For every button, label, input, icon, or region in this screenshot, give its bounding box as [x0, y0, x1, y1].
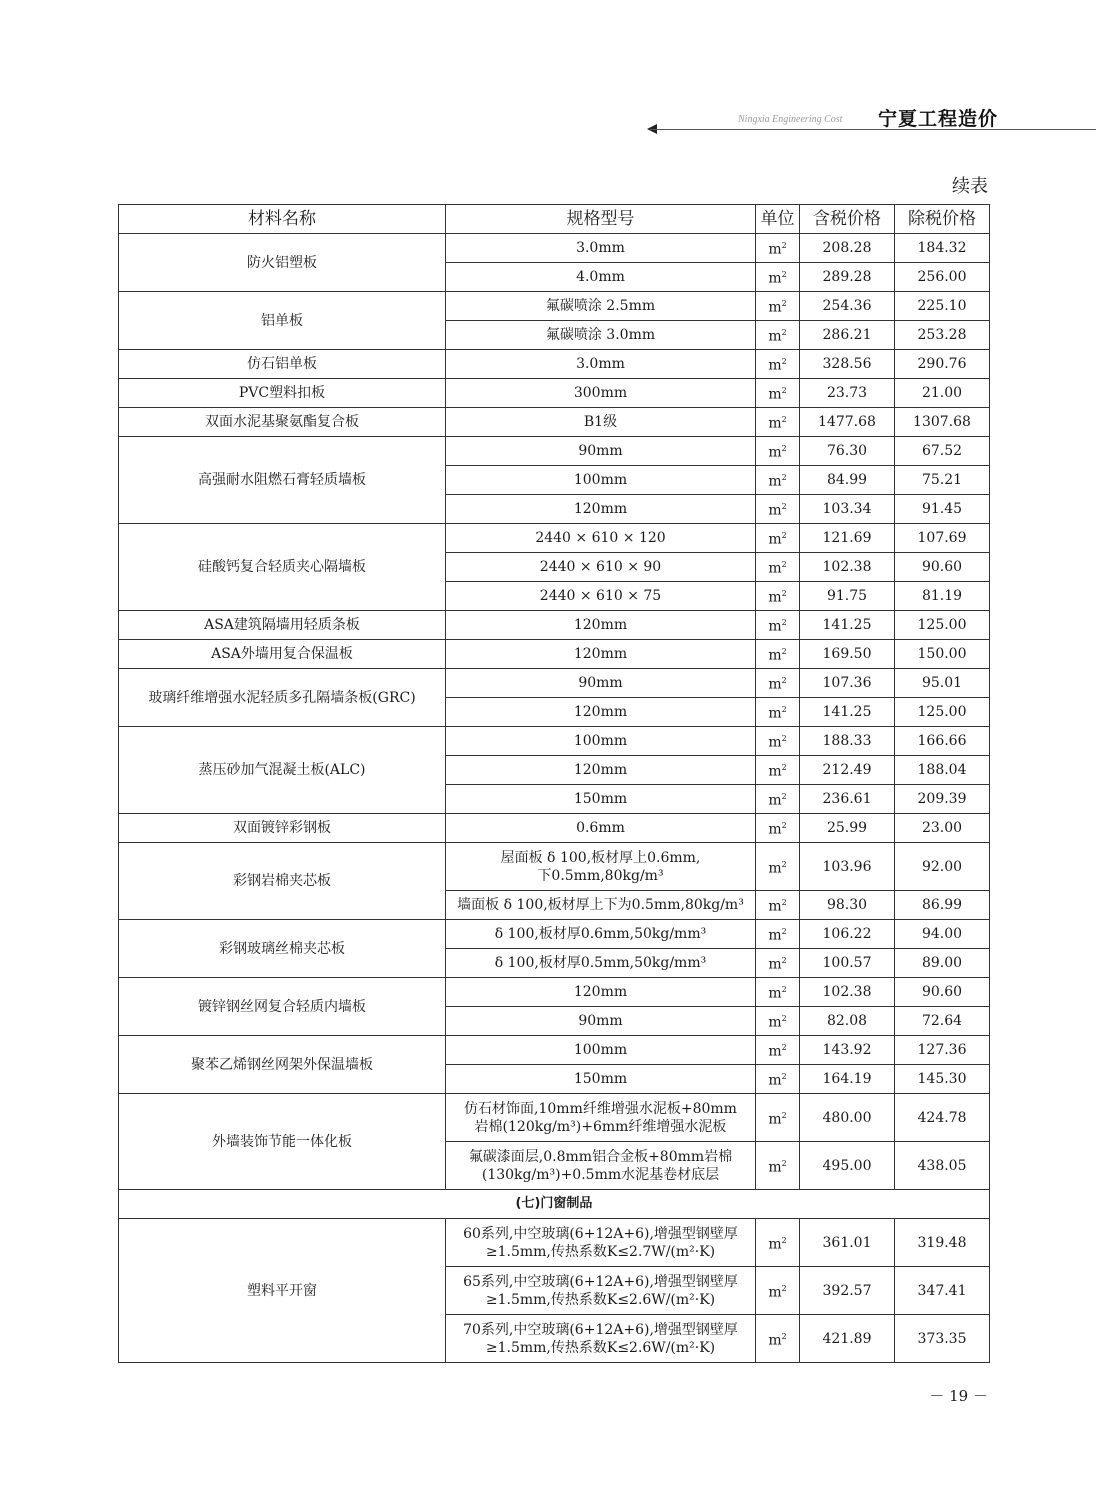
spec-line: 下0.5mm,80kg/m³	[537, 867, 664, 884]
spec-line: 100mm	[573, 1042, 628, 1058]
table-row	[119, 1094, 990, 1142]
tax-price-cell: 107.36	[800, 669, 895, 698]
unit-cell	[756, 582, 800, 611]
material-name-cell: 塑料平开窗	[119, 1219, 446, 1363]
pretax-price-cell: 91.45	[895, 495, 990, 524]
unit-base: m	[768, 860, 782, 877]
pretax-price-cell: 166.66	[895, 727, 990, 756]
unit-base: m	[768, 241, 782, 258]
unit-base: m	[768, 763, 782, 780]
pretax-price-cell: 256.00	[895, 263, 990, 292]
tax-price-cell: 121.69	[800, 524, 895, 553]
unit-exponent: 2	[781, 299, 787, 309]
unit-cell	[756, 814, 800, 843]
unit-base: m	[768, 531, 782, 548]
table-row	[119, 814, 990, 843]
unit-base: m	[768, 821, 782, 838]
spec-line: 屋面板 δ 100,板材厚上0.6mm,	[500, 849, 701, 866]
pretax-price-cell: 94.00	[895, 920, 990, 949]
unit-exponent: 2	[781, 328, 787, 338]
table-row	[119, 524, 990, 553]
spec-cell	[446, 1007, 756, 1036]
spec-line: 90mm	[578, 675, 623, 691]
pretax-price-cell: 75.21	[895, 466, 990, 495]
material-name-cell: PVC塑料扣板	[119, 379, 446, 408]
tax-price-cell: 76.30	[800, 437, 895, 466]
unit-exponent: 2	[781, 589, 787, 599]
header-english-title: Ningxia Engineering Cost	[738, 114, 843, 125]
unit-exponent: 2	[781, 705, 787, 715]
material-name-cell: 镀锌钢丝网复合轻质内墙板	[119, 978, 446, 1036]
column-header: 材料名称	[119, 205, 446, 234]
tax-price-cell: 1477.68	[800, 408, 895, 437]
material-name-cell: 彩钢玻璃丝棉夹芯板	[119, 920, 446, 978]
price-table	[118, 204, 990, 1363]
spec-line: 氟碳喷涂 2.5mm	[545, 298, 656, 314]
material-name-cell: 仿石铝单板	[119, 350, 446, 379]
spec-cell	[446, 292, 756, 321]
pretax-price-cell: 125.00	[895, 611, 990, 640]
material-name-cell: 玻璃纤维增强水泥轻质多孔隔墙条板(GRC)	[119, 669, 446, 727]
table-row	[119, 1036, 990, 1065]
material-name-cell: 聚苯乙烯钢丝网架外保温墙板	[119, 1036, 446, 1094]
unit-exponent: 2	[781, 821, 787, 831]
column-header: 含税价格	[800, 205, 895, 234]
pretax-price-cell: 92.00	[895, 843, 990, 891]
spec-cell	[446, 891, 756, 920]
spec-cell	[446, 495, 756, 524]
table-row	[119, 843, 990, 891]
unit-cell	[756, 1219, 800, 1267]
unit-cell	[756, 1065, 800, 1094]
unit-exponent: 2	[781, 1043, 787, 1053]
pretax-price-cell: 90.60	[895, 978, 990, 1007]
spec-line: 120mm	[573, 617, 628, 633]
spec-cell	[446, 1036, 756, 1065]
tax-price-cell: 480.00	[800, 1094, 895, 1142]
unit-exponent: 2	[781, 1110, 787, 1120]
unit-exponent: 2	[781, 502, 787, 512]
unit-base: m	[768, 1111, 782, 1128]
tax-price-cell: 106.22	[800, 920, 895, 949]
spec-line: 300mm	[573, 385, 628, 401]
spec-line: 65系列,中空玻璃(6+12A+6),增强型钢壁厚	[463, 1273, 738, 1290]
unit-cell	[756, 321, 800, 350]
pretax-price-cell: 225.10	[895, 292, 990, 321]
spec-line: 150mm	[573, 1071, 628, 1087]
unit-cell	[756, 891, 800, 920]
spec-cell	[446, 379, 756, 408]
unit-base: m	[768, 502, 782, 519]
pretax-price-cell: 290.76	[895, 350, 990, 379]
material-name-cell: 双面水泥基聚氨酯复合板	[119, 408, 446, 437]
tax-price-cell: 82.08	[800, 1007, 895, 1036]
unit-base: m	[768, 927, 782, 944]
tax-price-cell: 103.34	[800, 495, 895, 524]
spec-line: 100mm	[573, 472, 628, 488]
spec-line: 3.0mm	[576, 240, 625, 256]
table-row	[119, 292, 990, 321]
spec-line: 60系列,中空玻璃(6+12A+6),增强型钢壁厚	[463, 1225, 738, 1242]
table-body	[119, 234, 990, 1363]
unit-exponent: 2	[781, 386, 787, 396]
spec-cell	[446, 582, 756, 611]
unit-exponent: 2	[781, 241, 787, 251]
unit-exponent: 2	[781, 1235, 787, 1245]
unit-exponent: 2	[781, 531, 787, 541]
table-row	[119, 640, 990, 669]
unit-cell	[756, 978, 800, 1007]
pretax-price-cell: 72.64	[895, 1007, 990, 1036]
unit-base: m	[768, 1072, 782, 1089]
unit-base: m	[768, 444, 782, 461]
tax-price-cell: 188.33	[800, 727, 895, 756]
pretax-price-cell: 95.01	[895, 669, 990, 698]
unit-cell	[756, 640, 800, 669]
spec-cell	[446, 524, 756, 553]
spec-cell	[446, 437, 756, 466]
spec-line: 2440 × 610 × 75	[539, 588, 662, 604]
unit-base: m	[768, 473, 782, 490]
spec-line: 4.0mm	[576, 269, 625, 285]
tax-price-cell: 392.57	[800, 1267, 895, 1315]
header-chinese-title: 宁夏工程造价	[878, 108, 999, 130]
spec-line: 150mm	[573, 791, 628, 807]
spec-line: 120mm	[573, 501, 628, 517]
table-row	[119, 350, 990, 379]
unit-exponent: 2	[781, 560, 787, 570]
spec-cell	[446, 756, 756, 785]
tax-price-cell: 164.19	[800, 1065, 895, 1094]
tax-price-cell: 98.30	[800, 891, 895, 920]
unit-cell	[756, 611, 800, 640]
pretax-price-cell: 89.00	[895, 949, 990, 978]
unit-base: m	[768, 386, 782, 403]
unit-cell	[756, 756, 800, 785]
unit-cell	[756, 234, 800, 263]
tax-price-cell: 361.01	[800, 1219, 895, 1267]
unit-base: m	[768, 1014, 782, 1031]
tax-price-cell: 212.49	[800, 756, 895, 785]
unit-base: m	[768, 415, 782, 432]
spec-cell	[446, 785, 756, 814]
spec-cell	[446, 669, 756, 698]
unit-base: m	[768, 328, 782, 345]
table-row	[119, 978, 990, 1007]
spec-cell	[446, 727, 756, 756]
pretax-price-cell: 253.28	[895, 321, 990, 350]
table-row	[119, 379, 990, 408]
pretax-price-cell: 438.05	[895, 1142, 990, 1190]
unit-cell	[756, 669, 800, 698]
material-name-cell: ASA外墙用复合保温板	[119, 640, 446, 669]
spec-cell	[446, 949, 756, 978]
table-header-row	[119, 205, 990, 234]
tax-price-cell: 286.21	[800, 321, 895, 350]
spec-cell	[446, 553, 756, 582]
spec-cell	[446, 350, 756, 379]
unit-cell	[756, 292, 800, 321]
unit-base: m	[768, 792, 782, 809]
unit-cell	[756, 785, 800, 814]
unit-base: m	[768, 1284, 782, 1301]
material-name-cell: 外墙装饰节能一体化板	[119, 1094, 446, 1190]
column-header: 除税价格	[895, 205, 990, 234]
unit-cell	[756, 553, 800, 582]
spec-cell	[446, 1094, 756, 1142]
spec-line: 氟碳喷涂 3.0mm	[545, 327, 656, 343]
unit-cell	[756, 437, 800, 466]
spec-line: 70系列,中空玻璃(6+12A+6),增强型钢壁厚	[463, 1321, 738, 1338]
material-name-cell: 防火铝塑板	[119, 234, 446, 292]
unit-exponent: 2	[781, 734, 787, 744]
unit-cell	[756, 1142, 800, 1190]
spec-line: 仿石材饰面,10mm纤维增强水泥板+80mm	[464, 1100, 737, 1117]
spec-cell	[446, 978, 756, 1007]
unit-cell	[756, 949, 800, 978]
spec-cell	[446, 321, 756, 350]
spec-line: (130kg/m³)+0.5mm水泥基卷材底层	[481, 1166, 720, 1183]
table-row	[119, 437, 990, 466]
unit-cell	[756, 1315, 800, 1363]
tax-price-cell: 141.25	[800, 698, 895, 727]
spec-line: 90mm	[578, 1013, 623, 1029]
table-row	[119, 920, 990, 949]
pretax-price-cell: 209.39	[895, 785, 990, 814]
unit-cell	[756, 843, 800, 891]
unit-exponent: 2	[781, 415, 787, 425]
unit-base: m	[768, 985, 782, 1002]
spec-line: 2440 × 610 × 90	[539, 559, 662, 575]
table-row	[119, 234, 990, 263]
material-name-cell: 彩钢岩棉夹芯板	[119, 843, 446, 920]
spec-line: 120mm	[573, 646, 628, 662]
unit-base: m	[768, 647, 782, 664]
pretax-price-cell: 21.00	[895, 379, 990, 408]
pretax-price-cell: 319.48	[895, 1219, 990, 1267]
unit-cell	[756, 466, 800, 495]
unit-exponent: 2	[781, 1014, 787, 1024]
unit-base: m	[768, 1332, 782, 1349]
spec-line: 2440 × 610 × 120	[535, 530, 666, 546]
unit-base: m	[768, 618, 782, 635]
spec-cell	[446, 1315, 756, 1363]
spec-cell	[446, 814, 756, 843]
tax-price-cell: 102.38	[800, 553, 895, 582]
unit-exponent: 2	[781, 985, 787, 995]
column-header: 规格型号	[446, 205, 756, 234]
unit-base: m	[768, 898, 782, 915]
table-row	[119, 727, 990, 756]
table-row	[119, 611, 990, 640]
unit-exponent: 2	[781, 444, 787, 454]
pretax-price-cell: 86.99	[895, 891, 990, 920]
spec-line: 120mm	[573, 984, 628, 1000]
unit-exponent: 2	[781, 1158, 787, 1168]
spec-cell	[446, 698, 756, 727]
spec-line: B1级	[583, 414, 618, 430]
unit-exponent: 2	[781, 792, 787, 802]
header-rule	[650, 129, 1096, 130]
unit-exponent: 2	[781, 357, 787, 367]
pretax-price-cell: 188.04	[895, 756, 990, 785]
unit-base: m	[768, 705, 782, 722]
unit-base: m	[768, 734, 782, 751]
material-name-cell: ASA建筑隔墙用轻质条板	[119, 611, 446, 640]
spec-cell	[446, 1267, 756, 1315]
unit-exponent: 2	[781, 859, 787, 869]
unit-exponent: 2	[781, 676, 787, 686]
spec-line: 3.0mm	[576, 356, 625, 372]
unit-cell	[756, 1036, 800, 1065]
section-row	[119, 1190, 990, 1219]
spec-line: 氟碳漆面层,0.8mm铝合金板+80mm岩棉	[468, 1148, 733, 1165]
unit-base: m	[768, 1236, 782, 1253]
spec-cell	[446, 611, 756, 640]
tax-price-cell: 84.99	[800, 466, 895, 495]
spec-line: δ 100,板材厚0.6mm,50kg/mm³	[494, 926, 707, 942]
pretax-price-cell: 150.00	[895, 640, 990, 669]
spec-cell	[446, 1142, 756, 1190]
spec-cell	[446, 263, 756, 292]
pretax-price-cell: 127.36	[895, 1036, 990, 1065]
spec-line: 100mm	[573, 733, 628, 749]
tax-price-cell: 254.36	[800, 292, 895, 321]
spec-cell	[446, 1219, 756, 1267]
unit-cell	[756, 1094, 800, 1142]
spec-cell	[446, 1065, 756, 1094]
unit-exponent: 2	[781, 763, 787, 773]
tax-price-cell: 141.25	[800, 611, 895, 640]
unit-exponent: 2	[781, 927, 787, 937]
pretax-price-cell: 424.78	[895, 1094, 990, 1142]
tax-price-cell: 102.38	[800, 978, 895, 1007]
table-row	[119, 669, 990, 698]
pretax-price-cell: 23.00	[895, 814, 990, 843]
unit-cell	[756, 408, 800, 437]
spec-line: 岩棉(120kg/m³)+6mm纤维增强水泥板	[474, 1118, 727, 1135]
spec-cell	[446, 408, 756, 437]
pretax-price-cell: 90.60	[895, 553, 990, 582]
spec-line: ≥1.5mm,传热系数K≤2.7W/(m²·K)	[485, 1243, 716, 1260]
tax-price-cell: 169.50	[800, 640, 895, 669]
spec-cell	[446, 920, 756, 949]
unit-cell	[756, 727, 800, 756]
material-name-cell: 蒸压砂加气混凝土板(ALC)	[119, 727, 446, 814]
unit-cell	[756, 920, 800, 949]
unit-cell	[756, 379, 800, 408]
tax-price-cell: 328.56	[800, 350, 895, 379]
unit-exponent: 2	[781, 898, 787, 908]
spec-line: 90mm	[578, 443, 623, 459]
section-title: (七)门窗制品	[119, 1190, 990, 1219]
table-caption: 续表	[952, 176, 988, 197]
tax-price-cell: 236.61	[800, 785, 895, 814]
unit-exponent: 2	[781, 956, 787, 966]
unit-base: m	[768, 270, 782, 287]
unit-cell	[756, 263, 800, 292]
pretax-price-cell: 145.30	[895, 1065, 990, 1094]
unit-cell	[756, 1007, 800, 1036]
unit-exponent: 2	[781, 1072, 787, 1082]
unit-base: m	[768, 299, 782, 316]
tax-price-cell: 25.99	[800, 814, 895, 843]
spec-cell	[446, 234, 756, 263]
spec-cell	[446, 640, 756, 669]
unit-base: m	[768, 1159, 782, 1176]
table-row	[119, 1219, 990, 1267]
unit-base: m	[768, 676, 782, 693]
unit-exponent: 2	[781, 473, 787, 483]
pretax-price-cell: 67.52	[895, 437, 990, 466]
unit-exponent: 2	[781, 1283, 787, 1293]
tax-price-cell: 143.92	[800, 1036, 895, 1065]
page-number: － 19 －	[929, 1387, 988, 1405]
spec-cell	[446, 843, 756, 891]
spec-line: ≥1.5mm,传热系数K≤2.6W/(m²·K)	[485, 1291, 716, 1308]
spec-cell	[446, 466, 756, 495]
unit-exponent: 2	[781, 1331, 787, 1341]
column-header: 单位	[756, 205, 800, 234]
pretax-price-cell: 347.41	[895, 1267, 990, 1315]
pretax-price-cell: 184.32	[895, 234, 990, 263]
pretax-price-cell: 373.35	[895, 1315, 990, 1363]
tax-price-cell: 495.00	[800, 1142, 895, 1190]
tax-price-cell: 103.96	[800, 843, 895, 891]
spec-line: δ 100,板材厚0.5mm,50kg/mm³	[494, 955, 707, 971]
spec-line: ≥1.5mm,传热系数K≤2.6W/(m²·K)	[485, 1339, 716, 1356]
unit-base: m	[768, 956, 782, 973]
pretax-price-cell: 81.19	[895, 582, 990, 611]
material-name-cell: 双面镀锌彩钢板	[119, 814, 446, 843]
table-row	[119, 408, 990, 437]
unit-exponent: 2	[781, 270, 787, 280]
unit-base: m	[768, 589, 782, 606]
spec-line: 0.6mm	[576, 820, 625, 836]
tax-price-cell: 289.28	[800, 263, 895, 292]
unit-cell	[756, 350, 800, 379]
unit-exponent: 2	[781, 647, 787, 657]
tax-price-cell: 208.28	[800, 234, 895, 263]
unit-base: m	[768, 560, 782, 577]
material-name-cell: 铝单板	[119, 292, 446, 350]
tax-price-cell: 100.57	[800, 949, 895, 978]
tax-price-cell: 421.89	[800, 1315, 895, 1363]
unit-cell	[756, 495, 800, 524]
tax-price-cell: 91.75	[800, 582, 895, 611]
material-name-cell: 硅酸钙复合轻质夹心隔墙板	[119, 524, 446, 611]
spec-line: 墙面板 δ 100,板材厚上下为0.5mm,80kg/m³	[457, 897, 744, 913]
pretax-price-cell: 125.00	[895, 698, 990, 727]
pretax-price-cell: 1307.68	[895, 408, 990, 437]
spec-line: 120mm	[573, 762, 628, 778]
spec-line: 120mm	[573, 704, 628, 720]
pretax-price-cell: 107.69	[895, 524, 990, 553]
tax-price-cell: 23.73	[800, 379, 895, 408]
unit-base: m	[768, 1043, 782, 1060]
unit-base: m	[768, 357, 782, 374]
unit-cell	[756, 698, 800, 727]
unit-exponent: 2	[781, 618, 787, 628]
unit-cell	[756, 1267, 800, 1315]
unit-cell	[756, 524, 800, 553]
material-name-cell: 高强耐水阻燃石膏轻质墙板	[119, 437, 446, 524]
